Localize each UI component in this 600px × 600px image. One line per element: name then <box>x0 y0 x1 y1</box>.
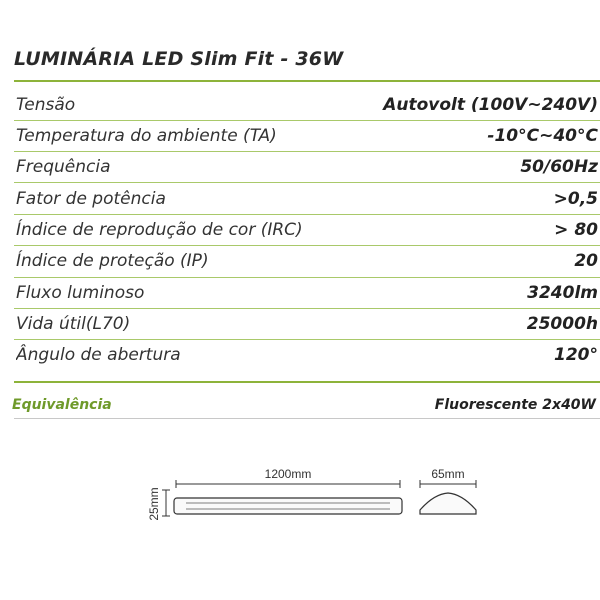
spec-label: Índice de reprodução de cor (IRC) <box>16 220 303 240</box>
spec-row <box>16 280 600 306</box>
spec-row <box>16 186 600 212</box>
spec-row <box>16 154 600 180</box>
spec-row <box>16 311 600 337</box>
row-divider <box>14 308 600 309</box>
row-divider <box>14 151 600 152</box>
row-divider <box>14 120 600 121</box>
spec-row <box>16 217 600 243</box>
row-divider <box>14 214 600 215</box>
spec-value: 3240lm <box>527 283 598 303</box>
spec-label: Frequência <box>16 157 111 177</box>
equivalence-row <box>12 394 600 416</box>
spec-label: Temperatura do ambiente (TA) <box>16 126 277 146</box>
height-label: 25mm <box>147 487 161 521</box>
spec-value: -10°C~40°C <box>487 126 598 146</box>
dimension-diagram <box>0 440 600 540</box>
spec-label: Fluxo luminoso <box>16 283 145 303</box>
spec-row <box>16 342 600 368</box>
spec-row <box>16 248 600 274</box>
row-divider <box>14 339 600 340</box>
product-title: LUMINÁRIA LED Slim Fit - 36W <box>14 48 344 70</box>
spec-label: Tensão <box>16 95 76 115</box>
spec-label: Vida útil(L70) <box>16 314 131 334</box>
spec-row <box>16 92 600 118</box>
spec-value: >0,5 <box>553 189 598 209</box>
row-divider <box>14 245 600 246</box>
equivalence-label: Equivalência <box>12 397 112 413</box>
luminaire-side-view <box>174 498 402 514</box>
equivalence-divider <box>14 418 600 419</box>
spec-value: 20 <box>574 251 598 271</box>
spec-label: Índice de proteção (IP) <box>16 251 209 271</box>
spec-value: 25000h <box>526 314 598 334</box>
specs-end-divider <box>14 381 600 383</box>
spec-value: Autovolt (100V~240V) <box>383 95 598 115</box>
length-label: 1200mm <box>264 467 312 481</box>
spec-value: 50/60Hz <box>520 157 598 177</box>
row-divider <box>14 277 600 278</box>
width-label: 65mm <box>431 467 465 481</box>
spec-label: Ângulo de abertura <box>16 345 181 365</box>
title-divider <box>14 80 600 82</box>
equivalence-value: Fluorescente 2x40W <box>434 397 596 413</box>
luminaire-cross-section <box>420 493 476 514</box>
spec-row <box>16 123 600 149</box>
spec-value: > 80 <box>554 220 598 240</box>
row-divider <box>14 182 600 183</box>
spec-label: Fator de potência <box>16 189 166 209</box>
spec-value: 120° <box>554 345 598 365</box>
